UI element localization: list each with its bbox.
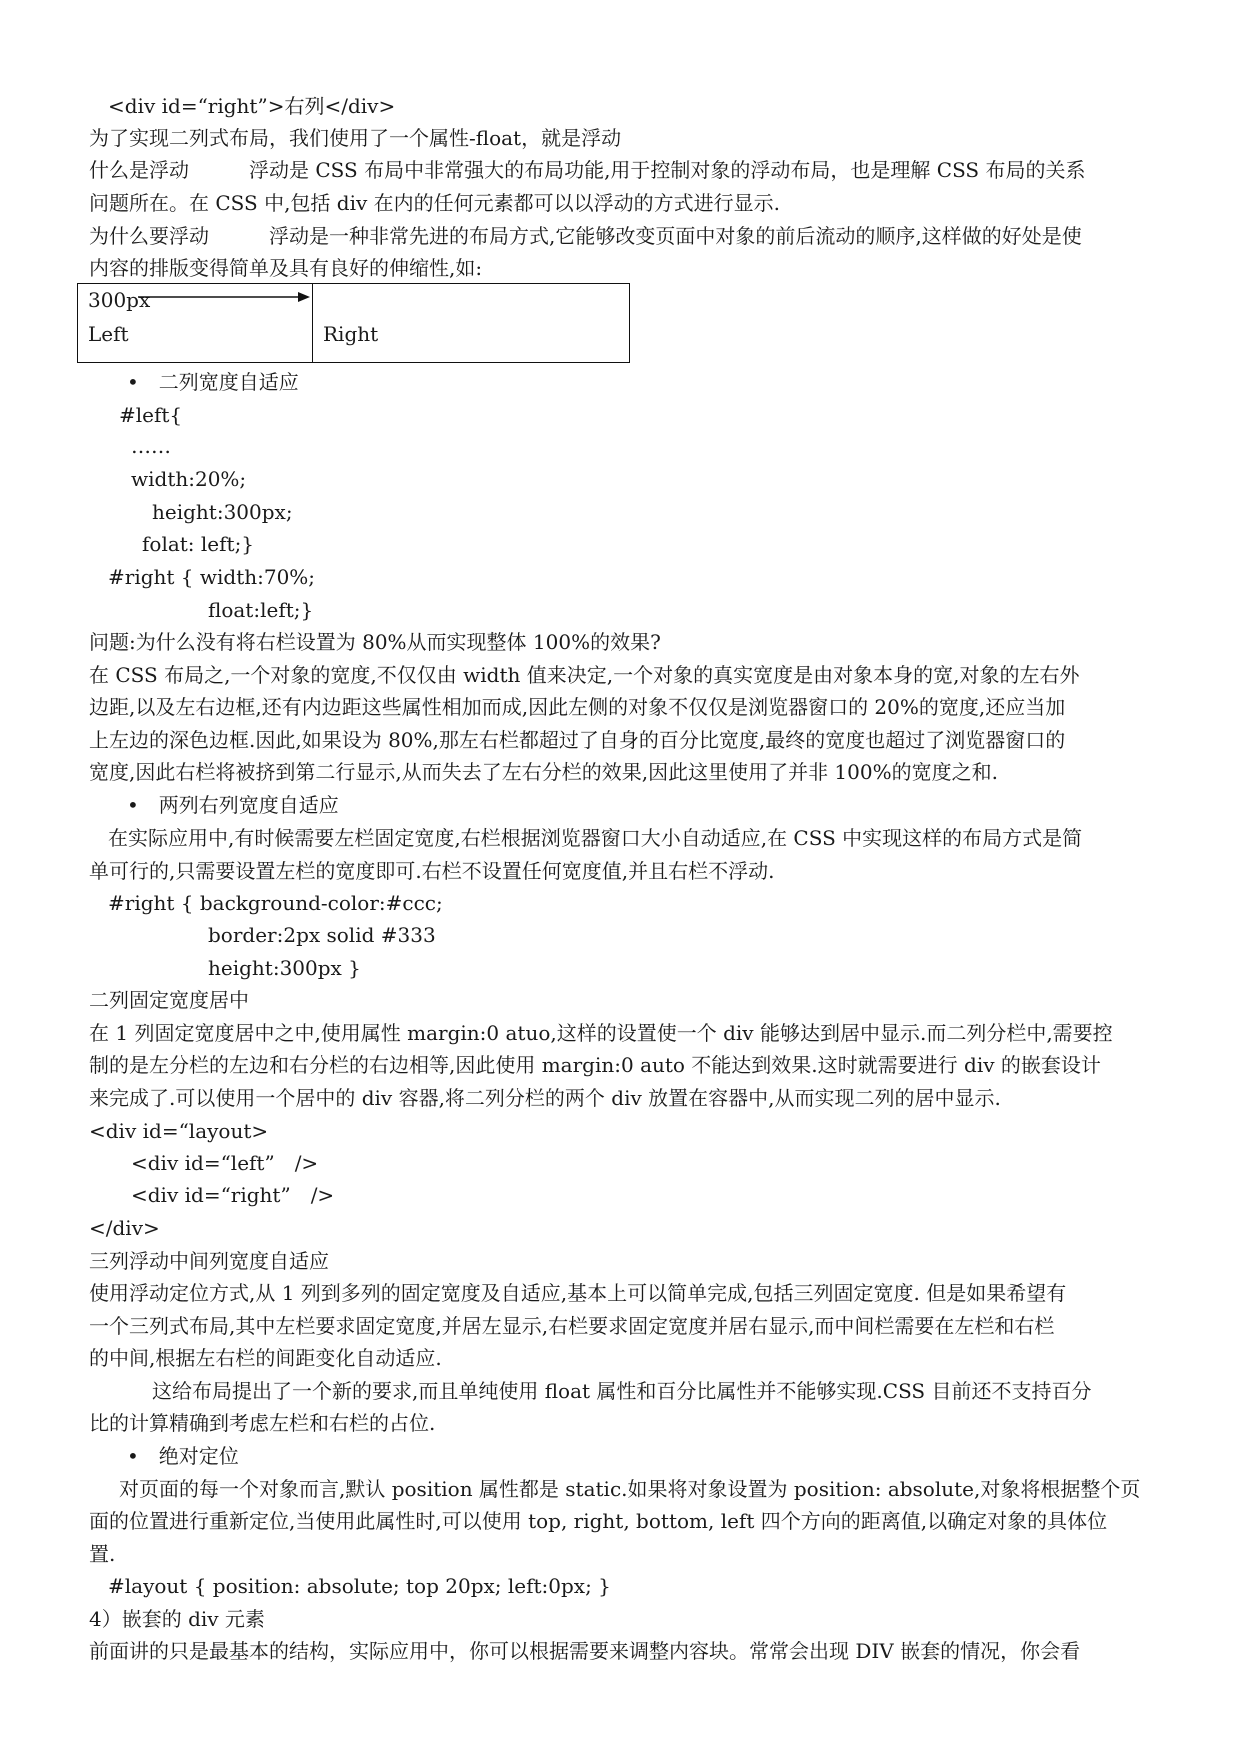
text-line: 一个三列式布局,其中左栏要求固定宽度,并居左显示,右栏要求固定宽度并居右显示,而中间栏需要在左栏和右栏 bbox=[89, 1314, 1055, 1338]
text-line: <div id=“right” /> bbox=[131, 1183, 335, 1207]
text-line: • 二列宽度自适应 bbox=[127, 370, 299, 394]
text-line: height:300px } bbox=[208, 956, 361, 980]
text-line: 为了实现二列式布局，我们使用了一个属性-float，就是浮动 bbox=[89, 126, 622, 150]
text-line: 边距,以及左右边框,还有内边距这些属性相加而成,因此左侧的对象不仅仅是浏览器窗口的 20%的宽度,还应当加 bbox=[89, 695, 1066, 719]
text-line: 在实际应用中,有时候需要左栏固定宽度,右栏根据浏览器窗口大小自动适应,在 CSS 中实现这样的布局方式是简 bbox=[108, 826, 1083, 850]
text-line: 面的位置进行重新定位,当使用此属性时,可以使用 top, right, bottom, left 四个方向的距离值,以确定对象的具体位 bbox=[89, 1509, 1108, 1533]
width-label: 300px bbox=[88, 288, 151, 312]
text-line: 宽度,因此右栏将被挤到第二行显示,从而失去了左右分栏的效果,因此这里使用了并非 100%的宽度之和. bbox=[89, 760, 998, 784]
text-line: #right { width:70%; bbox=[108, 565, 316, 589]
text-line: 这给布局提出了一个新的要求,而且单纯使用 float 属性和百分比属性并不能够实现.CSS 目前还不支持百分 bbox=[152, 1379, 1092, 1403]
text-line: 为什么要浮动 浮动是一种非常先进的布局方式,它能够改变页面中对象的前后流动的顺序,这样做的好处是使 bbox=[89, 224, 1082, 248]
text-line: 上左边的深色边框.因此,如果设为 80%,那左右栏都超过了自身的百分比宽度,最终的宽度也超过了浏览器窗口的 bbox=[89, 728, 1066, 752]
text-line: <div id=“left” /> bbox=[131, 1151, 319, 1175]
text-line: </div> bbox=[89, 1216, 160, 1240]
text-line: 使用浮动定位方式,从 1 列到多列的固定宽度及自适应,基本上可以简单完成,包括三列固定宽度. 但是如果希望有 bbox=[89, 1281, 1067, 1305]
text-line: 比的计算精确到考虑左栏和右栏的占位. bbox=[89, 1411, 436, 1435]
text-line: #right { background-color:#ccc; bbox=[108, 891, 443, 915]
text-line: <div id=“right”>右列</div> bbox=[108, 94, 396, 118]
text-line: 问题所在。在 CSS 中,包括 div 在内的任何元素都可以以浮动的方式进行显示. bbox=[89, 191, 780, 215]
text-line: 置. bbox=[89, 1542, 116, 1566]
left-column-label: Left bbox=[88, 322, 129, 346]
text-line: …… bbox=[131, 434, 171, 458]
text-line: 在 CSS 布局之,一个对象的宽度,不仅仅由 width 值来决定,一个对象的真实宽度是由对象本身的宽,对象的左右外 bbox=[89, 663, 1080, 687]
text-line: height:300px; bbox=[152, 500, 293, 524]
text-line: float:left;} bbox=[208, 598, 314, 622]
text-line: 单可行的,只需要设置左栏的宽度即可.右栏不设置任何宽度值,并且右栏不浮动. bbox=[89, 859, 775, 883]
text-line: 前面讲的只是最基本的结构，实际应用中，你可以根据需要来调整内容块。常常会出现 DIV 嵌套的情况，你会看 bbox=[89, 1639, 1081, 1663]
text-line: 对页面的每一个对象而言,默认 position 属性都是 static.如果将对象设置为 position: absolute,对象将根据整个页 bbox=[119, 1477, 1141, 1501]
text-line: 内容的排版变得简单及具有良好的伸缩性,如: bbox=[89, 256, 483, 280]
text-line: folat: left;} bbox=[142, 532, 255, 556]
text-line: 问题:为什么没有将右栏设置为 80%从而实现整体 100%的效果? bbox=[89, 630, 661, 654]
text-line: 的中间,根据左右栏的间距变化自动适应. bbox=[89, 1346, 442, 1370]
text-line: • 绝对定位 bbox=[127, 1444, 239, 1468]
text-line: • 两列右列宽度自适应 bbox=[127, 793, 339, 817]
text-line: 在 1 列固定宽度居中之中,使用属性 margin:0 atuo,这样的设置使一个 div 能够达到居中显示.而二列分栏中,需要控 bbox=[89, 1021, 1113, 1045]
text-line: #layout { position: absolute; top 20px; left:0px; } bbox=[108, 1574, 611, 1598]
text-line: 4）嵌套的 div 元素 bbox=[89, 1607, 265, 1631]
text-line: <div id=“layout> bbox=[89, 1119, 269, 1143]
right-column-label: Right bbox=[323, 322, 379, 346]
column-divider bbox=[312, 284, 313, 362]
text-line: 来完成了.可以使用一个居中的 div 容器,将二列分栏的两个 div 放置在容器中,从而实现二列的居中显示. bbox=[89, 1086, 1001, 1110]
two-column-diagram bbox=[77, 283, 630, 363]
text-line: width:20%; bbox=[131, 467, 247, 491]
text-line: border:2px solid #333 bbox=[208, 923, 436, 947]
width-arrow-icon bbox=[138, 290, 313, 304]
text-line: #left{ bbox=[119, 403, 183, 427]
text-line: 什么是浮动 浮动是 CSS 布局中非常强大的布局功能,用于控制对象的浮动布局，也是理解 CSS 布局的关系 bbox=[89, 158, 1086, 182]
text-line: 制的是左分栏的左边和右分栏的右边相等,因此使用 margin:0 auto 不能达到效果.这时就需要进行 div 的嵌套设计 bbox=[89, 1053, 1101, 1077]
text-line: 三列浮动中间列宽度自适应 bbox=[89, 1249, 329, 1273]
text-line: 二列固定宽度居中 bbox=[89, 988, 249, 1012]
